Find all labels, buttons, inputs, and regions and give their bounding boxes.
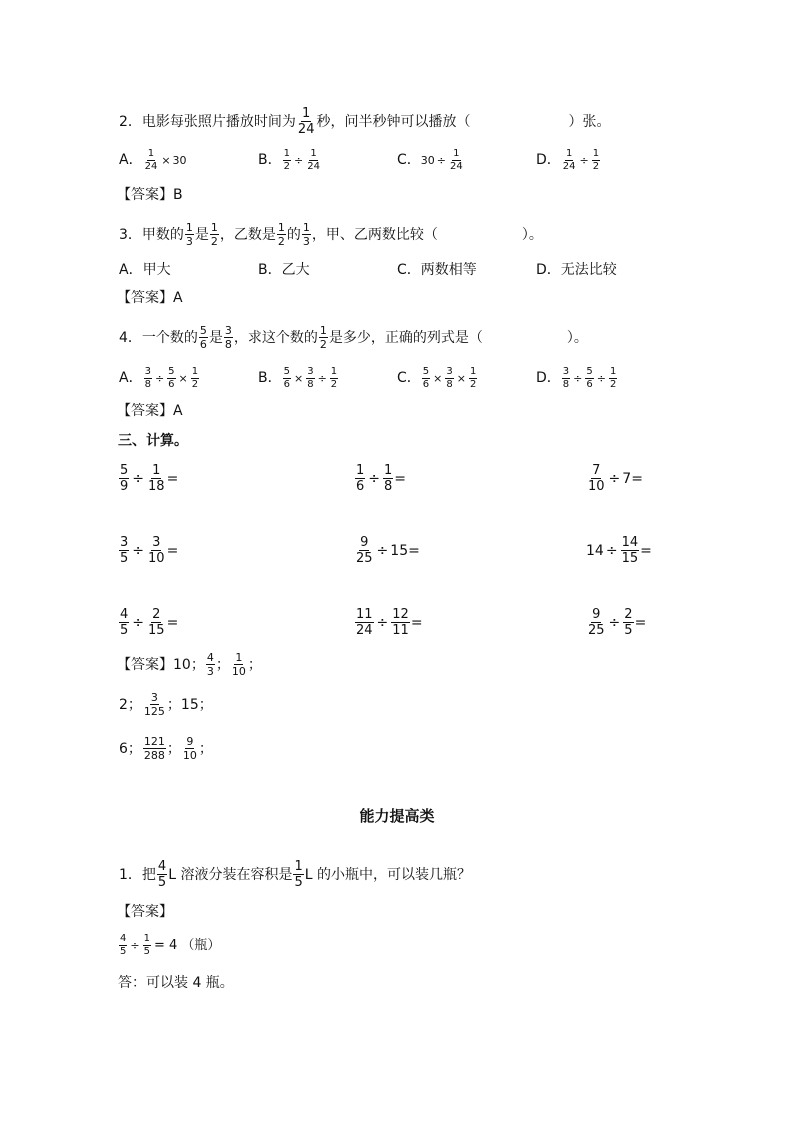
- q3-option-b: B．乙大: [258, 262, 310, 278]
- calc-r2c2: $\frac{9}{25}$ ÷ 15 =: [356, 535, 420, 566]
- ability-answer-label: 【答案】: [117, 904, 173, 920]
- q4-stem: 4．一个数的 $\frac{5}{6}$ 是 $\frac{3}{8}$ ，求这个数的 $\frac{1}{2}$ 是多少，正确的列式是（ ）。: [119, 324, 588, 351]
- ability-final-answer: 答：可以装 4 瓶。: [118, 975, 234, 991]
- calc-r3c3: $\frac{9}{25}$ ÷ $\frac{2}{5}$ =: [588, 607, 647, 638]
- q3-option-a: A．甲大: [119, 262, 171, 278]
- q4-option-b: B． $\frac{5}{6}$ × $\frac{3}{8}$ ÷ $\frac{1}{2}$: [258, 365, 338, 390]
- q3-answer: 【答案】A: [117, 290, 183, 306]
- q3-option-c: C．两数相等: [397, 262, 477, 278]
- ability-section-title: 能力提高类: [359, 807, 435, 825]
- q4-option-a: A． $\frac{3}{8}$ ÷ $\frac{5}{6}$ × $\frac{1}{2}$: [119, 365, 199, 390]
- q4-option-d: D． $\frac{3}{8}$ ÷ $\frac{5}{6}$ ÷ $\frac{1}{2}$: [536, 365, 617, 390]
- calc-r3c2: $\frac{11}{24}$ ÷ $\frac{12}{11}$ =: [356, 607, 423, 638]
- q4-answer: 【答案】A: [117, 403, 183, 419]
- calc-r2c1: $\frac{3}{5}$ ÷ $\frac{3}{10}$ =: [120, 535, 179, 566]
- section3-answer-line1: 【答案】10； $\frac{4}{3}$ ； $\frac{1}{10}$ ；: [117, 651, 262, 678]
- ability-calc: $\frac{4}{5}$ ÷ $\frac{1}{5}$ = 4 （瓶）: [120, 933, 221, 957]
- calc-r1c3: $\frac{7}{10}$ ÷ 7 =: [588, 463, 643, 494]
- section3-heading: 三、计算。: [118, 433, 188, 449]
- q2-option-b: B． $\frac{1}{2}$ ÷ $\frac{1}{24}$: [258, 147, 320, 172]
- ability-q1-stem: 1．把 $\frac{4}{5}$ L 溶液分装在容积是 $\frac{1}{5}$ L 的小瓶中，可以装几瓶？: [119, 859, 471, 890]
- q2-option-d: D． $\frac{1}{24}$ ÷ $\frac{1}{2}$: [536, 147, 600, 172]
- q2-stem-text: 2．电影每张照片播放时间为: [119, 113, 296, 130]
- q4-option-c: C． $\frac{5}{6}$ × $\frac{3}{8}$ × $\frac{1}{2}$: [397, 365, 477, 390]
- q2-option-a: A． $\frac{1}{24}$ × 30: [119, 147, 187, 172]
- q3-option-d: D．无法比较: [536, 262, 617, 278]
- q2-option-c: C． 30 ÷ $\frac{1}{24}$: [397, 147, 463, 172]
- calc-r1c2: $\frac{1}{6}$ ÷ $\frac{1}{8}$ =: [356, 463, 407, 494]
- q2-stem-text-end: 秒，问半秒钟可以播放（ ）张。: [316, 113, 611, 130]
- q3-stem: 3．甲数的 $\frac{1}{3}$ 是 $\frac{1}{2}$ ，乙数是 $\frac{1}{2}$ 的 $\frac{1}{3}$ ，甲、乙两数比较（ ）。: [119, 221, 543, 248]
- q3-options: [119, 260, 679, 280]
- q2-stem: [119, 107, 610, 136]
- calc-r2c3: 14 ÷ $\frac{14}{15}$ =: [586, 535, 652, 566]
- fraction: $\frac{1}{24}$: [297, 106, 315, 137]
- q2-answer: 【答案】B: [117, 187, 183, 203]
- calc-r1c1: $\frac{5}{9}$ ÷ $\frac{1}{18}$ =: [120, 463, 179, 494]
- calc-r3c1: $\frac{4}{5}$ ÷ $\frac{2}{15}$ =: [120, 607, 179, 638]
- q4-options: [119, 362, 679, 394]
- q2-options: [119, 145, 679, 175]
- section3-answer-line3: 6； $\frac{121}{288}$ ； $\frac{9}{10}$ ；: [119, 735, 213, 762]
- section3-answer-line2: 2； $\frac{3}{125}$ ；15；: [119, 691, 213, 718]
